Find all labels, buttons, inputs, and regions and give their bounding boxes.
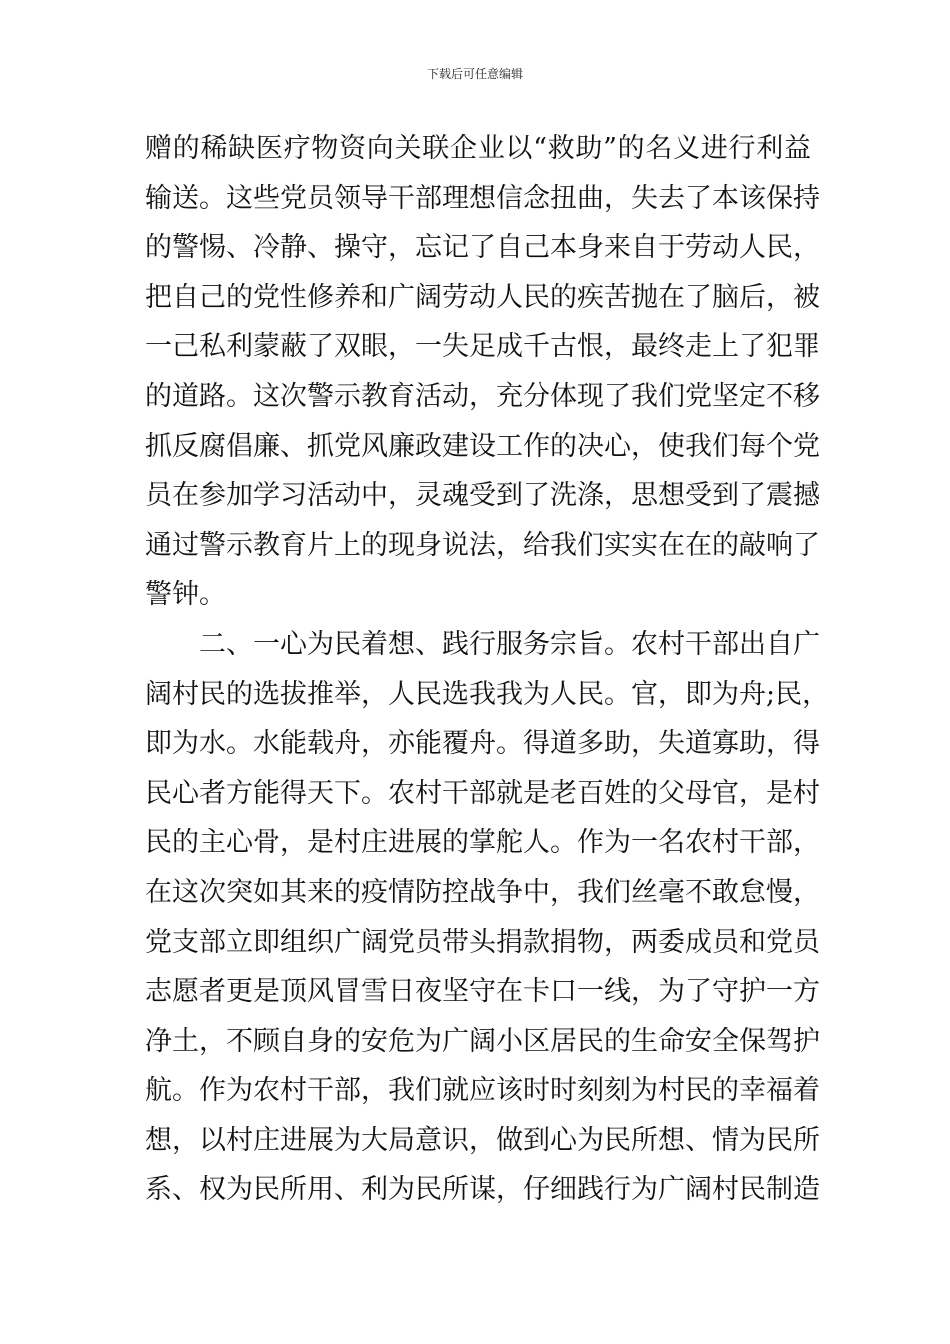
text-line: 通过警示教育片上的现身说法，给我们实实在在的敲响了 <box>145 529 820 561</box>
document-body <box>145 124 830 1215</box>
text-line-paragraph-end: 警钟。 <box>145 579 226 611</box>
text-line: 想，以村庄进展为大局意识，做到心为民所想、情为民所 <box>145 1124 820 1156</box>
text-line: 的道路。这次警示教育活动，充分体现了我们党坚定不移 <box>145 380 820 412</box>
text-line: 抓反腐倡廉、抓党风廉政建设工作的决心，使我们每个党 <box>145 430 820 462</box>
text-line: 民心者方能得天下。农村干部就是老百姓的父母官，是村 <box>145 777 820 809</box>
text-line: 阔村民的选拔推举，人民选我我为人民。官，即为舟;民， <box>145 678 830 710</box>
text-line: 志愿者更是顶风冒雪日夜坚守在卡口一线，为了守护一方 <box>145 976 820 1008</box>
text-line: 即为水。水能载舟，亦能覆舟。得道多助，失道寡助，得 <box>145 728 820 760</box>
text-line: 赠的稀缺医疗物资向关联企业以“救助”的名义进行利益 <box>145 133 811 164</box>
text-line-paragraph-start: 二、一心为民着想、践行服务宗旨。农村干部出自广 <box>199 628 820 660</box>
text-line: 在这次突如其来的疫情防控战争中，我们丝毫不敢怠慢， <box>145 876 820 908</box>
text-line: 系、权为民所用、利为民所谋，仔细践行为广阔村民制造 <box>145 1174 820 1206</box>
page-header: 下载后可任意编辑 <box>426 67 523 81</box>
text-line: 输送。这些党员领导干部理想信念扭曲，失去了本该保持 <box>145 182 820 214</box>
text-line: 净土，不顾自身的安危为广阔小区居民的生命安全保驾护 <box>145 1025 820 1057</box>
text-line: 民的主心骨，是村庄进展的掌舵人。作为一名农村干部， <box>145 827 820 859</box>
text-line: 的警惕、冷静、操守，忘记了自己本身来自于劳动人民， <box>145 232 820 264</box>
text-line: 员在参加学习活动中，灵魂受到了洗涤，思想受到了震撼 <box>145 480 820 512</box>
text-line: 党支部立即组织广阔党员带头捐款捐物，两委成员和党员 <box>145 926 820 958</box>
text-line: 一己私利蒙蔽了双眼，一失足成千古恨，最终走上了犯罪 <box>145 331 820 363</box>
text-line: 航。作为农村干部，我们就应该时时刻刻为村民的幸福着 <box>145 1075 820 1107</box>
text-line: 把自己的党性修养和广阔劳动人民的疾苦抛在了脑后，被 <box>145 281 820 313</box>
